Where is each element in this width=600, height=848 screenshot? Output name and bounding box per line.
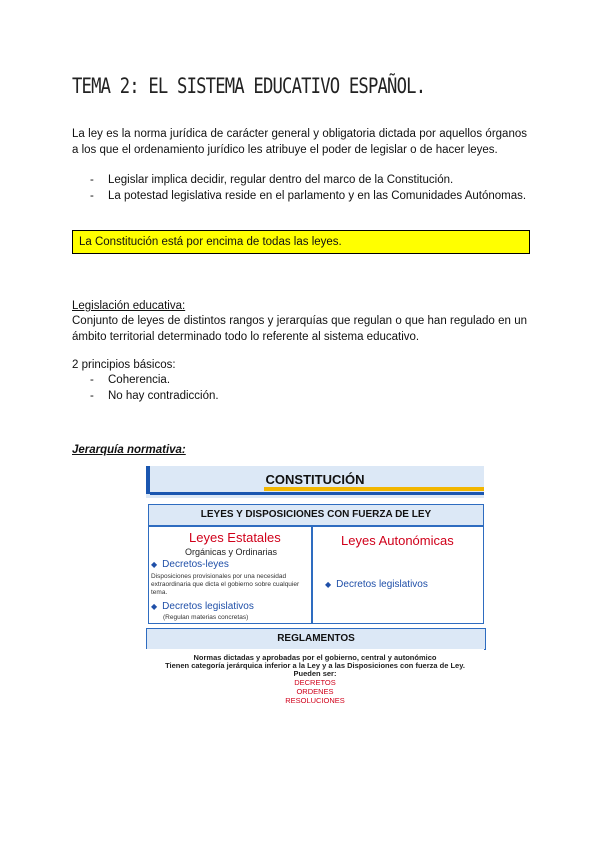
list-item: - No hay contradicción. — [90, 388, 219, 404]
reglamento-type: DECRETOS — [294, 678, 336, 687]
leyes-header: LEYES Y DISPOSICIONES CON FUERZA DE LEY — [148, 504, 484, 526]
note-line: extraordinaria que dicta el gobierno sobre cualquier — [151, 581, 300, 588]
jerarquia-heading: Jerarquía normativa: — [72, 444, 186, 456]
decretos-legislativos-aut-item — [325, 579, 428, 590]
reglamentos-line: Tienen categoría jerárquica inferior a la Ley y a las Disposiciones con fuerza de Ley. — [165, 661, 465, 670]
banner-bottom-line — [150, 492, 484, 495]
note-line: Disposiciones provisionales por una necesidad — [151, 573, 287, 580]
bullet-list-principios — [90, 372, 219, 404]
leyes-autonomicas-box — [312, 526, 484, 624]
reglamentos-header: REGLAMENTOS — [146, 628, 486, 650]
reglamentos-body — [146, 649, 484, 712]
constitucion-banner — [146, 466, 484, 498]
banner-gold-line — [264, 487, 484, 491]
leyes-estatales-box — [148, 526, 312, 624]
bullet-list-legislar — [90, 172, 526, 204]
page-title: TEMA 2: EL SISTEMA EDUCATIVO ESPAÑOL. — [72, 74, 426, 98]
reglamento-type: RESOLUCIONES — [285, 696, 345, 705]
bullet-icon: ◆ — [325, 580, 332, 589]
decretos-leyes-note — [151, 573, 299, 597]
reglamentos-line: Normas dictadas y aprobadas por el gobierno, central y autonómico — [193, 653, 437, 662]
decretos-legislativos-note: (Regulan materias concretas) — [163, 614, 249, 621]
decretos-legislativos-aut-label: Decretos legislativos — [336, 579, 428, 590]
list-item: - La potestad legislativa reside en el parlamento y en las Comunidades Autónomas. — [90, 188, 526, 204]
reglamentos-line: Pueden ser: — [293, 669, 337, 678]
principios-heading: 2 principios básicos: — [72, 359, 176, 371]
highlight-box: La Constitución está por encima de todas las leyes. — [72, 230, 530, 254]
hierarchy-diagram — [146, 466, 484, 712]
intro-paragraph: La ley es la norma jurídica de carácter general y obligatoria dictada por aquellos órganos a los que el ordenamiento jurídico les atribuye el poder de legislar o de hacer leyes. — [72, 128, 527, 156]
leyes-estatales-label: Leyes Estatales — [189, 530, 281, 545]
constitucion-label: CONSTITUCIÓN — [265, 472, 365, 487]
decretos-legislativos-label: Decretos legislativos — [162, 601, 254, 612]
reglamento-type: ORDENES — [296, 687, 334, 696]
bullet-icon: ◆ — [151, 560, 158, 569]
decretos-legislativos-item — [151, 601, 254, 612]
note-line: tema. — [151, 589, 168, 596]
list-item: - Legislar implica decidir, regular dentro del marco de la Constitución. — [90, 172, 526, 188]
legislacion-heading: Legislación educativa: — [72, 300, 186, 312]
bullet-icon: ◆ — [151, 602, 158, 611]
decretos-leyes-item — [151, 559, 229, 570]
decretos-leyes-label: Decretos-leyes — [162, 559, 229, 570]
legislacion-paragraph: Conjunto de leyes de distintos rangos y jerarquías que regulan o que han regulado en un ámbito territorial determinado todo lo referente al sistema educativo. — [72, 315, 527, 343]
organicas-label: Orgánicas y Ordinarias — [185, 547, 278, 557]
leyes-autonomicas-label: Leyes Autonómicas — [341, 533, 454, 548]
list-item: - Coherencia. — [90, 372, 219, 388]
